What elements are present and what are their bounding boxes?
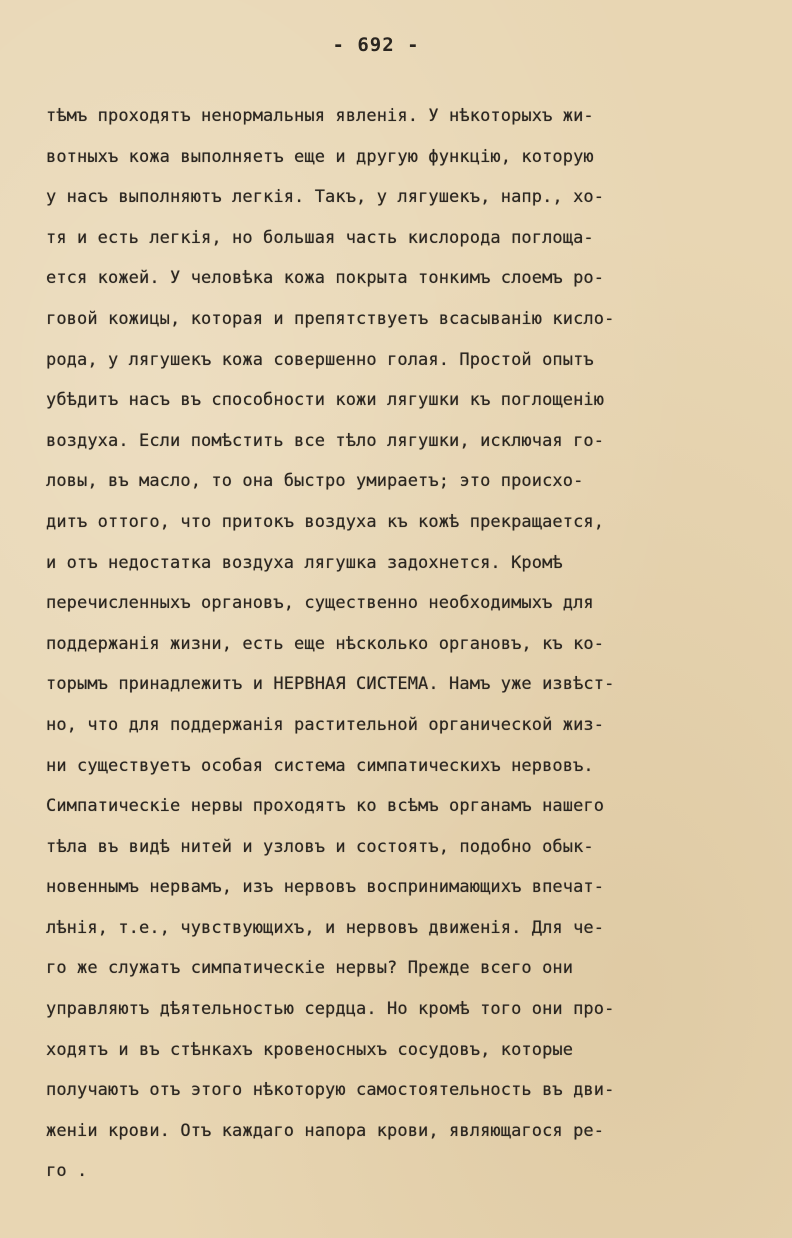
text-line: убѣдитъ насъ въ способности кожи лягушки къ поглощенію (46, 390, 605, 411)
text-line: тѣмъ проходятъ ненормальныя явленія. У нѣкоторыхъ жи- (46, 106, 594, 126)
text-line: го . (46, 1161, 88, 1182)
text-line: женіи крови. Отъ каждаго напора крови, являющагося ре- (46, 1120, 605, 1141)
text-line: поддержанія жизни, есть еще нѣсколько органовъ, къ ко- (46, 633, 605, 654)
text-line: лѣнія, т.е., чувствующихъ, и нервовъ движенія. Для че- (46, 917, 605, 938)
text-line: новеннымъ нервамъ, изъ нервовъ воспринимающихъ впечат- (46, 877, 605, 898)
text-line: ловы, въ масло, то она быстро умираетъ; это происхо- (46, 471, 584, 492)
text-line: у насъ выполняютъ легкія. Такъ, у лягушекъ, напр., хо- (46, 187, 605, 208)
text-line: вотныхъ кожа выполняетъ еще и другую функцію, которую (46, 146, 594, 167)
text-line: торымъ принадлежитъ и НЕРВНАЯ СИСТЕМА. Намъ уже извѣст- (46, 674, 615, 695)
text-line: тя и есть легкія, но большая часть кислорода поглоща- (46, 227, 594, 248)
text-line: и отъ недостатка воздуха лягушка задохнется. Кромѣ (46, 552, 563, 573)
text-line: ходятъ и въ стѣнкахъ кровеносныхъ сосудовъ, которые (46, 1039, 574, 1060)
text-line: управляютъ дѣятельностью сердца. Но кромѣ того они про- (46, 999, 615, 1020)
text-line: го же служатъ симпатическіе нервы? Прежде всего они (46, 958, 574, 979)
text-line: воздуха. Если помѣстить все тѣло лягушки, исключая го- (46, 430, 605, 451)
page-number: - 692 - (332, 34, 420, 56)
text-line: дитъ оттого, что притокъ воздуха къ кожѣ прекращается, (46, 511, 605, 532)
text-line: ется кожей. У человѣка кожа покрыта тонкимъ слоемъ ро- (46, 268, 605, 289)
text-line: перечисленныхъ органовъ, существенно необходимыхъ для (46, 593, 594, 614)
text-line: но, что для поддержанія растительной органической жиз- (46, 714, 605, 735)
text-line: рода, у лягушекъ кожа совершенно голая. Простой опытъ (46, 349, 594, 370)
text-line: Симпатическіе нервы проходятъ ко всѣмъ органамъ нашего (46, 796, 605, 817)
body-text (46, 102, 756, 1198)
text-line: получаютъ отъ этого нѣкоторую самостоятельность въ дви- (46, 1080, 615, 1101)
text-line: тѣла въ видѣ нитей и узловъ и состоятъ, подобно обык- (46, 836, 594, 857)
text-line: говой кожицы, которая и препятствуетъ всасыванію кисло- (46, 308, 615, 329)
text-line: ни существуетъ особая система симпатическихъ нервовъ. (46, 755, 594, 776)
